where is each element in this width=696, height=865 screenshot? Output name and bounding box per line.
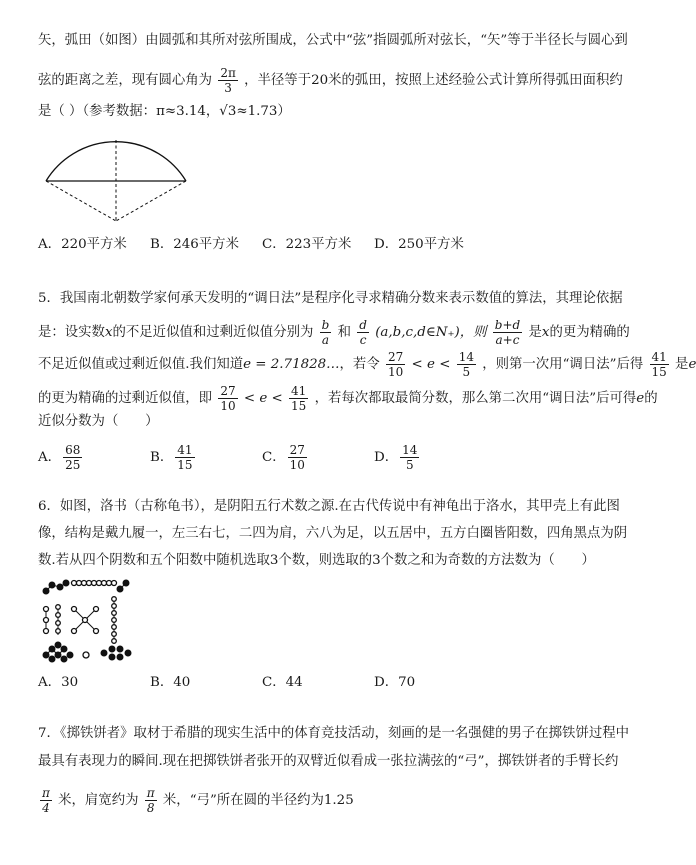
radius-right [116,181,186,221]
fraction-27-10: $\frac{27}{10}$ [387,350,404,379]
fraction-41-15-b: $\frac{41}{15}$ [291,384,307,413]
q6-option-d[interactable]: D．70 [374,675,416,690]
q5-line-2: 是：设实数x的不足近似值和过剩近似值分别为 $\frac{b}{a}$ 和 $\frac{d}{c}$ (a,b,c,d∈N₊)，则 $\frac{b+d}{a+c}$ 是x的更为精确的 [38,318,630,347]
fraction-bd-over-ac: $\frac{b+d}{a+c}$ [494,318,521,347]
q4-line-2: 弦的距离之差，现有圆心角为 $\frac{2\pi}{3}$ ，半径等于20米的弧田，按照上述经验公式计算所得弧田面积约 [38,66,623,95]
q5-line-4: 的更为精确的过剩近似值，即 $\frac{27}{10}$ < e < $\frac{41}{15}$ ，若每次都取最简分数，那么第二次用“调日法”后可得e的 [38,384,658,413]
fraction-27-10-b: $\frac{27}{10}$ [220,384,236,413]
q6-line-1: 6．如图，洛书（古称龟书），是阴阳五行术数之源.在古代传说中有神龟出于洛水，其甲壳上有此图 [38,499,620,514]
q4-option-c[interactable]: C．223平方米 [262,237,352,252]
q5-option-a[interactable]: A． $\frac{68}{25}$ [38,443,81,472]
fraction-b-over-a: $\frac{b}{a}$ [321,318,330,347]
fraction-41-15: $\frac{41}{15}$ [651,350,667,379]
q5-line-5: 近似分数为（ ） [38,414,159,429]
q7-line-3: $\frac{\pi}{4}$ 米，肩宽约为 $\frac{\pi}{8}$ 米，“弓”所在圆的半径约为1.25 [42,786,354,815]
q4-line-1: 矢，弧田（如图）由圆弧和其所对弦所围成，公式中“弦”指圆弧所对弦长，“矢”等于半径长与圆心到 [38,33,628,48]
q6-line-2: 像，结构是戴九履一，左三右七，二四为肩，六八为足，以五居中，五方白圈皆阳数，四角黑点为阴 [38,526,628,541]
q4-option-b[interactable]: B．246平方米 [150,237,239,252]
fraction-d-over-c: $\frac{d}{c}$ [359,318,367,347]
q6-option-b[interactable]: B．40 [150,675,191,690]
q6-option-c[interactable]: C．44 [262,675,303,690]
q6-line-3: 数.若从四个阴数和五个阳数中随机选取3个数，则选取的3个数之和为奇数的方法数为（ ） [38,553,595,568]
fraction-pi-4: $\frac{\pi}{4}$ [42,786,50,815]
q7-line-1: 7．《掷铁饼者》取材于希腊的现实生活中的体育竞技活动，刻画的是一名强健的男子在掷铁饼过程中 [38,726,630,741]
luoshu-figure [38,575,134,665]
q4-line-3: 是（ ）（参考数据：π≈3.14，√3≈1.73） [38,104,291,119]
q4-option-d[interactable]: D．250平方米 [374,237,464,252]
fraction-14-5: $\frac{14}{5}$ [458,350,474,379]
q6-option-a[interactable]: A．30 [38,675,79,690]
q5-option-b[interactable]: B． $\frac{41}{15}$ [150,443,193,472]
q7-line-2: 最具有表现力的瞬间.现在把掷铁饼者张开的双臂近似看成一张拉满弦的“弓”，掷铁饼者的手臂长约 [38,754,619,769]
q4-option-a[interactable]: A．220平方米 [38,237,127,252]
radius-left [46,181,116,221]
angle-fraction: $\frac{2\pi}{3}$ [220,66,236,95]
q5-option-d[interactable]: D． $\frac{14}{5}$ [374,443,418,472]
fraction-pi-8: $\frac{\pi}{8}$ [146,786,155,815]
arc-field-figure [44,135,190,225]
q5-line-3: 不足近似值或过剩近似值.我们知道e = 2.71828…，若令 $\frac{27}{10}$ < e < $\frac{14}{5}$ ，则第一次用“调日法”后得 $\frac{41}{15}$ 是e [38,350,696,379]
q5-option-c[interactable]: C． $\frac{27}{10}$ [262,443,305,472]
q5-line-1: 5．我国南北朝数学家何承天发明的“调日法”是程序化寻求精确分数来表示数值的算法，其理论依据 [38,291,623,306]
